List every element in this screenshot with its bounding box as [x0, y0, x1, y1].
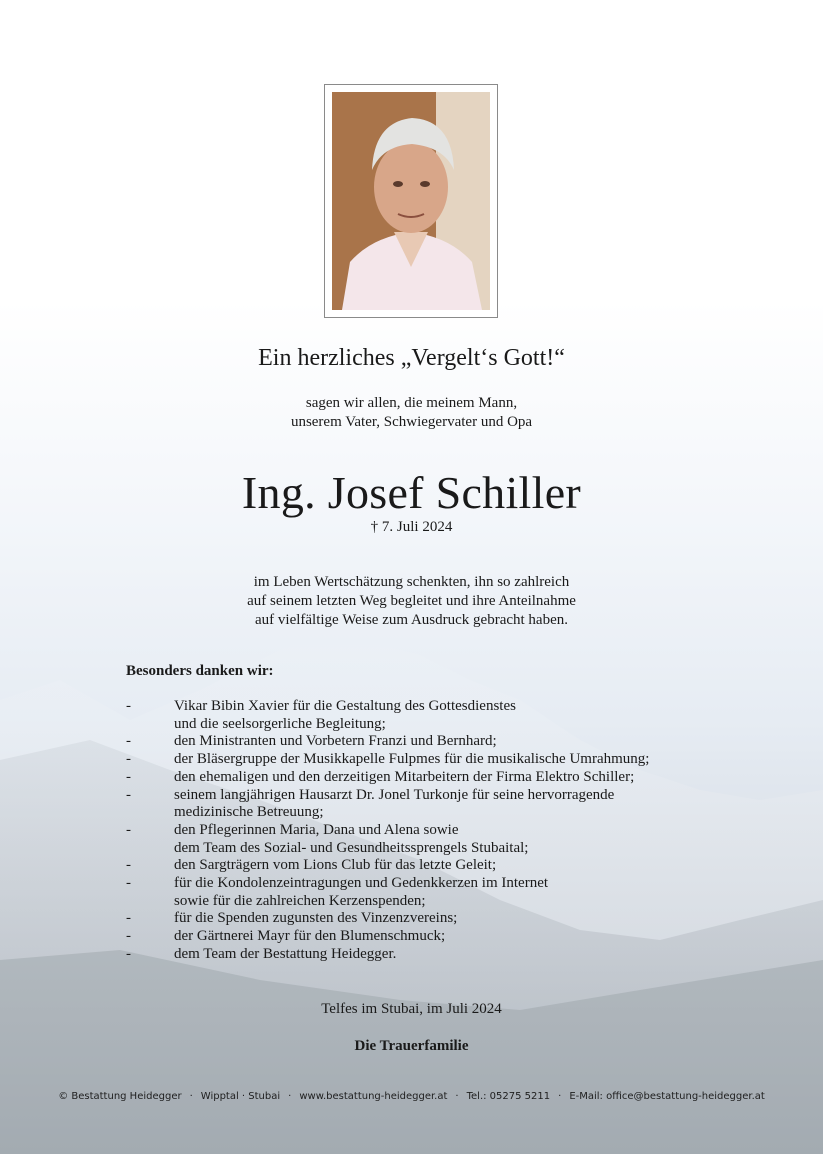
footer — [0, 1091, 823, 1102]
thanks-list — [126, 698, 746, 964]
footer-phone[interactable]: Tel.: 05275 5211 — [466, 1091, 551, 1102]
list-item-line: dem Team der Bestattung Heidegger. — [174, 945, 397, 962]
list-item-line: sowie für die zahlreichen Kerzenspenden; — [174, 892, 426, 909]
place-date: Telfes im Stubai, im Juli 2024 — [321, 1001, 502, 1017]
body-text — [0, 573, 823, 630]
list-item-line: den Sargträgern vom Lions Club für das letzte Geleit; — [174, 857, 497, 874]
intro-text — [0, 394, 823, 432]
list-item-line: der Gärtnerei Mayr für den Blumenschmuck; — [174, 928, 446, 945]
list-dash: - — [126, 698, 131, 714]
list-dash: - — [126, 928, 131, 945]
list-item-line: den Ministranten und Vorbetern Franzi und Bernhard; — [174, 733, 497, 750]
thanks-title: Besonders danken wir: — [126, 663, 274, 679]
list-item-line: Vikar Bibin Xavier für die Gestaltung des Gottesdienstes — [174, 698, 516, 714]
list-dash: - — [126, 821, 131, 838]
list-item — [126, 769, 746, 787]
body-line: im Leben Wertschätzung schenkten, ihn so zahlreich — [253, 574, 570, 590]
deceased-name: Ing. Josef Schiller — [241, 467, 582, 518]
portrait-icon — [332, 92, 490, 310]
list-dash: - — [126, 786, 131, 803]
list-item-line: für die Kondolenzeintragungen und Gedenkkerzen im Internet — [174, 875, 549, 892]
death-date: † 7. Juli 2024 — [370, 519, 453, 535]
portrait-frame — [324, 84, 498, 318]
list-item-line: und die seelsorgerliche Begleitung; — [174, 715, 386, 732]
signature: Die Trauerfamilie — [354, 1038, 469, 1054]
list-dash: - — [126, 768, 131, 785]
list-item-line: dem Team des Sozial- und Gesundheitssprengels Stubaital; — [174, 839, 529, 856]
footer-separator: · — [189, 1091, 193, 1102]
list-item-line: der Bläsergruppe der Musikkapelle Fulpmes für die musikalische Umrahmung; — [174, 751, 650, 768]
list-item — [126, 946, 746, 964]
footer-separator: · — [455, 1091, 459, 1102]
list-item-line: seinem langjährigen Hausarzt Dr. Jonel Turkonje für seine hervorragende — [174, 786, 615, 803]
list-dash: - — [126, 733, 131, 750]
list-item-line: den ehemaligen und den derzeitigen Mitarbeitern der Firma Elektro Schiller; — [174, 768, 635, 785]
intro-line: unserem Vater, Schwiegervater und Opa — [290, 414, 533, 430]
list-item — [126, 733, 746, 751]
footer-region: Wipptal · Stubai — [200, 1091, 281, 1102]
portrait-photo — [332, 92, 490, 310]
list-item — [126, 875, 746, 910]
list-item — [126, 751, 746, 769]
intro-line: sagen wir allen, die meinem Mann, — [305, 395, 518, 411]
footer-separator: · — [558, 1091, 562, 1102]
list-item — [126, 928, 746, 946]
footer-email-link[interactable]: E-Mail: office@bestattung-heidegger.at — [569, 1091, 765, 1102]
list-item-line: medizinische Betreuung; — [174, 804, 324, 821]
footer-copyright: © Bestattung Heidegger — [58, 1091, 182, 1102]
body-line: auf seinem letzten Weg begleitet und ihre Anteilnahme — [247, 593, 576, 609]
footer-separator: · — [288, 1091, 292, 1102]
list-dash: - — [126, 875, 131, 892]
list-item — [126, 698, 746, 733]
footer-website-link[interactable]: www.bestattung-heidegger.at — [299, 1091, 448, 1102]
list-item-line: den Pflegerinnen Maria, Dana und Alena sowie — [174, 821, 459, 838]
list-dash: - — [126, 910, 131, 927]
list-item — [126, 787, 746, 822]
list-item — [126, 910, 746, 928]
list-item — [126, 822, 746, 857]
list-dash: - — [126, 751, 131, 768]
heading: Ein herzliches „Vergelt‘s Gott!“ — [258, 345, 565, 371]
list-item-line: für die Spenden zugunsten des Vinzenzvereins; — [174, 910, 458, 927]
list-dash: - — [126, 857, 131, 874]
list-dash: - — [126, 945, 131, 962]
list-item — [126, 857, 746, 875]
body-line: auf vielfältige Weise zum Ausdruck gebracht haben. — [255, 612, 568, 628]
